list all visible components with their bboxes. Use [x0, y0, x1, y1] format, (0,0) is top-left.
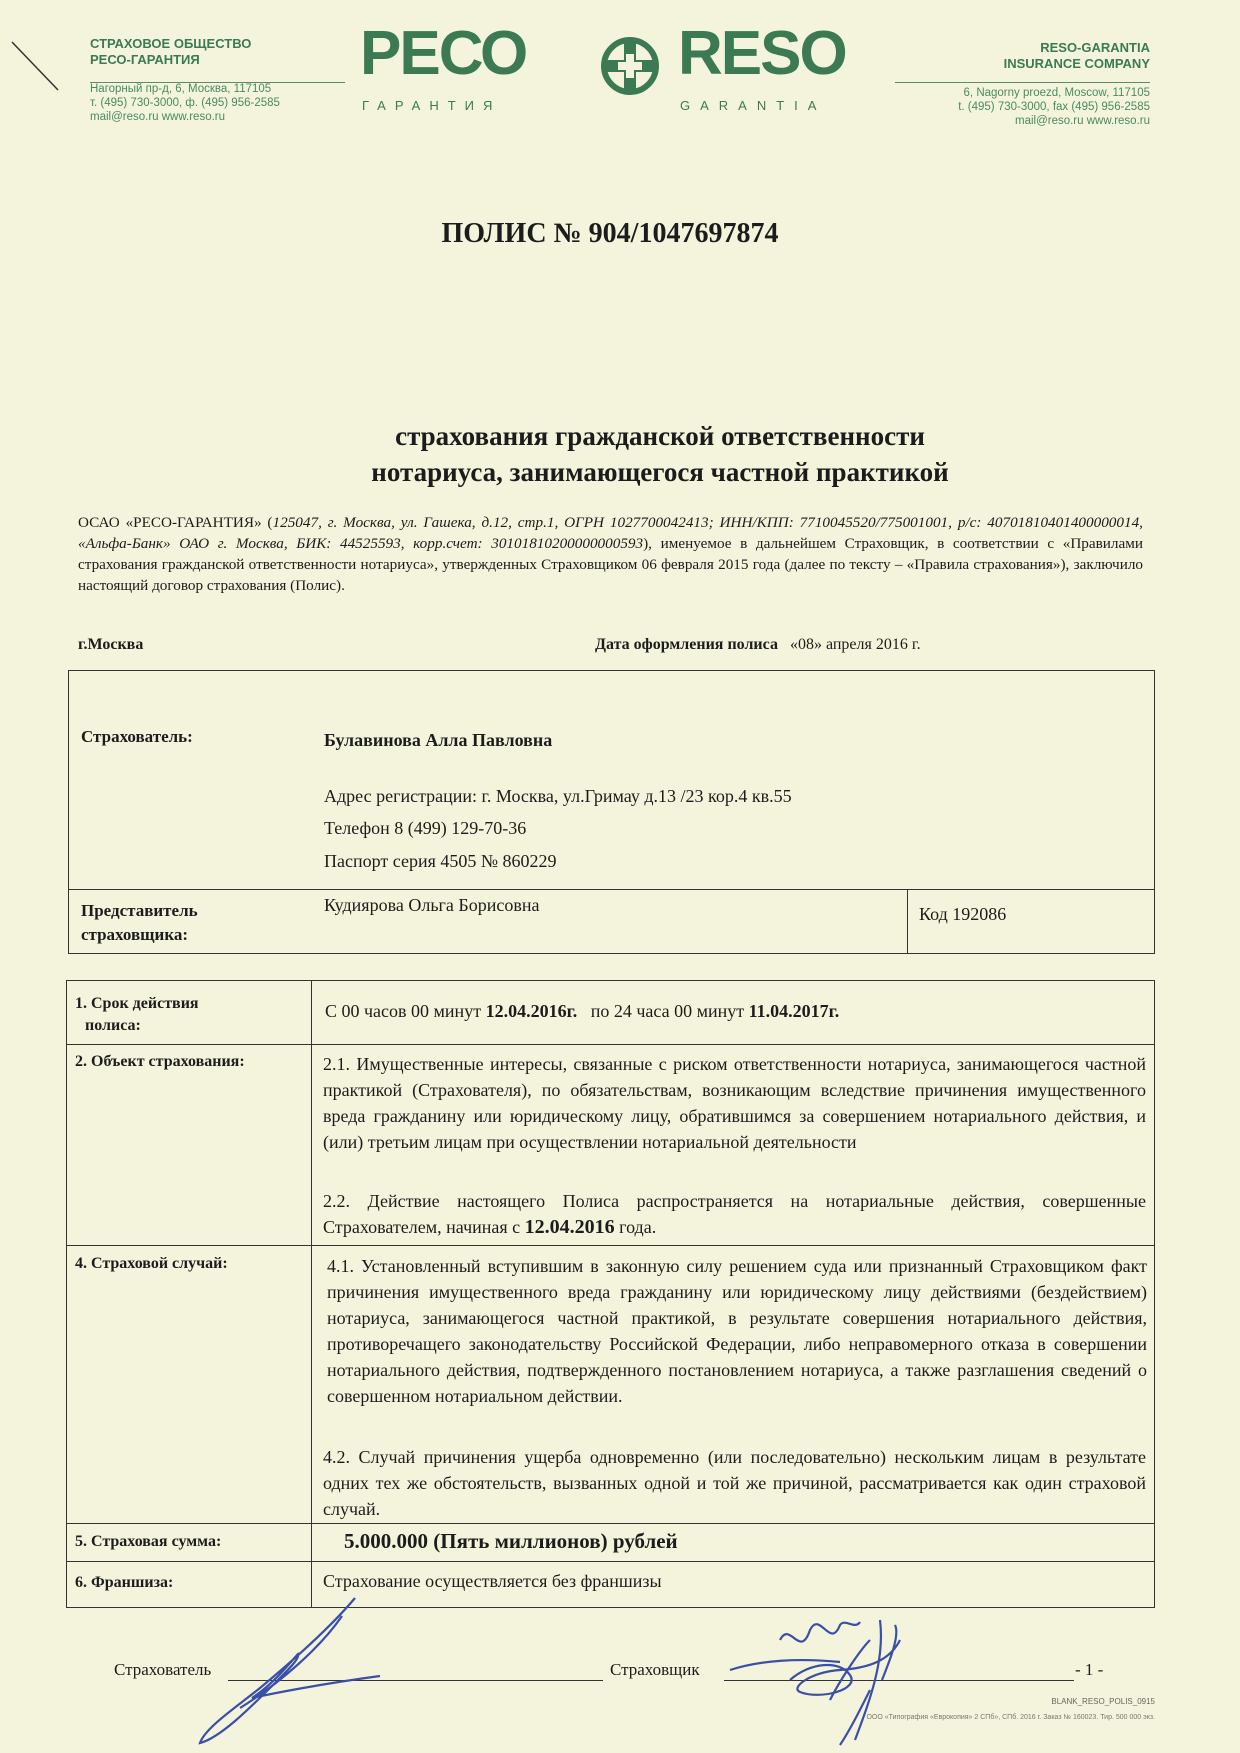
insured-event-label: 4. Страховой случай: — [75, 1255, 228, 1272]
sum-value: 5.000.000 (Пять миллионов) рублей — [344, 1529, 678, 1553]
term-to-date: 11.04.2017г. — [748, 1001, 840, 1021]
intro-requisites: 125047, г. Москва, ул. Гашека, д.12, стр.1, ОГРН 1027700042413; ИНН/КПП: 7710045520/775001001, р/с: 40701810401400000014, «Альфа-Банк» ОАО г. Москва, БИК: 44525593, корр.счет: 30101810200000000593 — [78, 514, 1143, 552]
row-divider — [67, 1523, 1154, 1524]
representative-label — [81, 899, 198, 947]
address-ru-1: Нагорный пр-д, 6, Москва, 117105 — [90, 83, 272, 95]
row-divider — [67, 1245, 1154, 1246]
object-clause-2-2-end: года. — [614, 1217, 657, 1237]
object-clause-2-1: 2.1. Имущественные интересы, связанные с риском ответственности нотариуса, занимающегося частной практикой (Страхователя), по обязательствам, возникающим вследствие причинения имущественного вреда гражданину или юридическому лицу, обратившимся за совершением нотариального действия, и (или) третьим лицам при осуществлении нотариальной деятельности — [323, 1054, 1146, 1152]
column-divider — [311, 981, 312, 1607]
company-name-en-2: INSURANCE COMPANY — [1003, 56, 1150, 71]
address-ru-2: т. (495) 730-3000, ф. (495) 956-2585 — [90, 97, 280, 109]
company-name-en-1: RESO-GARANTIA — [1040, 40, 1150, 55]
corner-mark — [10, 40, 70, 100]
insurer-signature — [720, 1600, 940, 1750]
intro-paragraph — [78, 512, 1143, 596]
term-to-prefix: по 24 часа 00 минут — [577, 1001, 749, 1021]
term-label-2: полиса: — [85, 1017, 141, 1034]
sum-label: 5. Страховая сумма: — [75, 1533, 222, 1550]
intro-rest: ), именуемое в дальнейшем Страховщик, в соответствии с «Правилами страхования гражданской ответственности нотариуса», утвержденных Страховщиком 06 февраля 2015 года (далее по тексту – «Правила страхования»), заключило настоящий договор страхования (Полис). — [78, 535, 1143, 594]
logo-subtext-en: GARANTIA — [680, 98, 827, 113]
object-clause-2-2 — [323, 1188, 1146, 1240]
logo-subtext-ru: ГАРАНТИЯ — [362, 98, 502, 113]
header-left — [90, 36, 350, 124]
logo-text-ru: РЕСО — [360, 19, 527, 88]
logo-text-en: RESO — [678, 19, 846, 88]
object-label: 2. Объект страхования: — [75, 1053, 245, 1070]
company-name-ru-2: РЕСО-ГАРАНТИЯ — [90, 52, 200, 67]
term-label — [75, 993, 199, 1037]
insured-signature — [180, 1588, 420, 1753]
insured-passport: Паспорт серия 4505 № 860229 — [324, 851, 557, 871]
address-ru-3: mail@reso.ru www.reso.ru — [90, 111, 226, 123]
insurer-signature-label: Страховщик — [610, 1660, 700, 1679]
row-divider — [67, 1044, 1154, 1045]
insured-address: Адрес регистрации: г. Москва, ул.Гримау д.13 /23 кор.4 кв.55 — [324, 786, 792, 806]
object-clause-2-2-date: 12.04.2016 — [524, 1216, 615, 1238]
representative-label-2: страховщика: — [81, 925, 189, 944]
place: г.Москва — [78, 636, 144, 653]
policy-subtitle — [0, 418, 1240, 490]
representative-code: Код 192086 — [919, 904, 1007, 924]
address-en-1: 6, Nagorny proezd, Moscow, 117105 — [963, 87, 1150, 99]
issue-date-value: «08» апреля 2016 г. — [789, 636, 921, 653]
object-clause-2-2-text: 2.2. Действие настоящего Полиса распространяется на нотариальные действия, совершенные Страхователем, начиная с — [323, 1191, 1146, 1237]
term-from-prefix: С 00 часов 00 минут — [325, 1001, 486, 1021]
company-name-ru-1: СТРАХОВОЕ ОБЩЕСТВО — [90, 36, 252, 51]
insured-event-clause-4-2: 4.2. Случай причинения ущерба одновременно (или последовательно) нескольким лицам в результате одних тех же обстоятельств, вызванных одной и той же причиной, рассматривается как один страховой случай. — [323, 1447, 1146, 1519]
intro-company: ОСАО «РЕСО-ГАРАНТИЯ» ( — [78, 514, 273, 531]
representative-name: Кудиярова Ольга Борисовна — [324, 895, 540, 915]
deductible-value: Страхование осуществляется без франшизы — [323, 1571, 662, 1591]
header-divider-left — [90, 82, 345, 83]
deductible-label: 6. Франшиза: — [75, 1574, 174, 1591]
term-from-date: 12.04.2016г. — [485, 1001, 578, 1021]
term-label-1: 1. Срок действия — [75, 995, 199, 1012]
printer-imprint: ООО «Типография «Еврокопия» 2 СПб», СПб. 2016 г. Заказ № 160023. Тир. 500 000 экз. — [866, 1714, 1155, 1721]
logo-cross-icon — [598, 34, 662, 98]
insured-phone: Телефон 8 (499) 129-70-36 — [324, 818, 527, 838]
box-divider-vertical — [907, 889, 908, 953]
insured-label: Страхователь: — [81, 727, 193, 746]
address-en-2: t. (495) 730-3000, fax (495) 956-2585 — [958, 101, 1150, 113]
box-divider — [69, 889, 1154, 890]
insured-name: Булавинова Алла Павловна — [324, 730, 553, 750]
insured-event-clause-4-1: 4.1. Установленный вступившим в законную силу решением суда или признанный Страховщиком факт причинения имущественного вреда гражданину или юридическому лицу действиями (бездействием) нотариуса, занимающегося частной практикой, в результате совершения нотариального действия, противоречащего законодательству Российской Федерации, либо неправомерного отказа в совершении нотариального действия, подтвержденного постановлением нотариуса, а также разглашения сведений о совершенном нотариальном действии. — [327, 1256, 1147, 1406]
header-right — [880, 40, 1150, 128]
row-divider — [67, 1561, 1154, 1562]
issue-date — [595, 636, 921, 654]
policy-terms-table — [66, 980, 1155, 1608]
page-number: - 1 - — [1075, 1660, 1104, 1679]
address-en-3: mail@reso.ru www.reso.ru — [1014, 115, 1150, 127]
subtitle-line-1: страхования гражданской ответственности — [395, 421, 925, 451]
insured-box — [68, 670, 1155, 954]
policy-title: ПОЛИС № 904/1047697874 — [441, 218, 779, 249]
term-value — [325, 998, 1145, 1024]
blank-code: BLANK_RESO_POLIS_0915 — [1051, 1697, 1155, 1706]
insured-signature-label: Страхователь — [114, 1660, 212, 1679]
issue-date-label: Дата оформления полиса — [595, 636, 778, 653]
representative-label-1: Представитель — [81, 901, 198, 920]
subtitle-line-2: нотариуса, занимающегося частной практикой — [371, 457, 949, 487]
